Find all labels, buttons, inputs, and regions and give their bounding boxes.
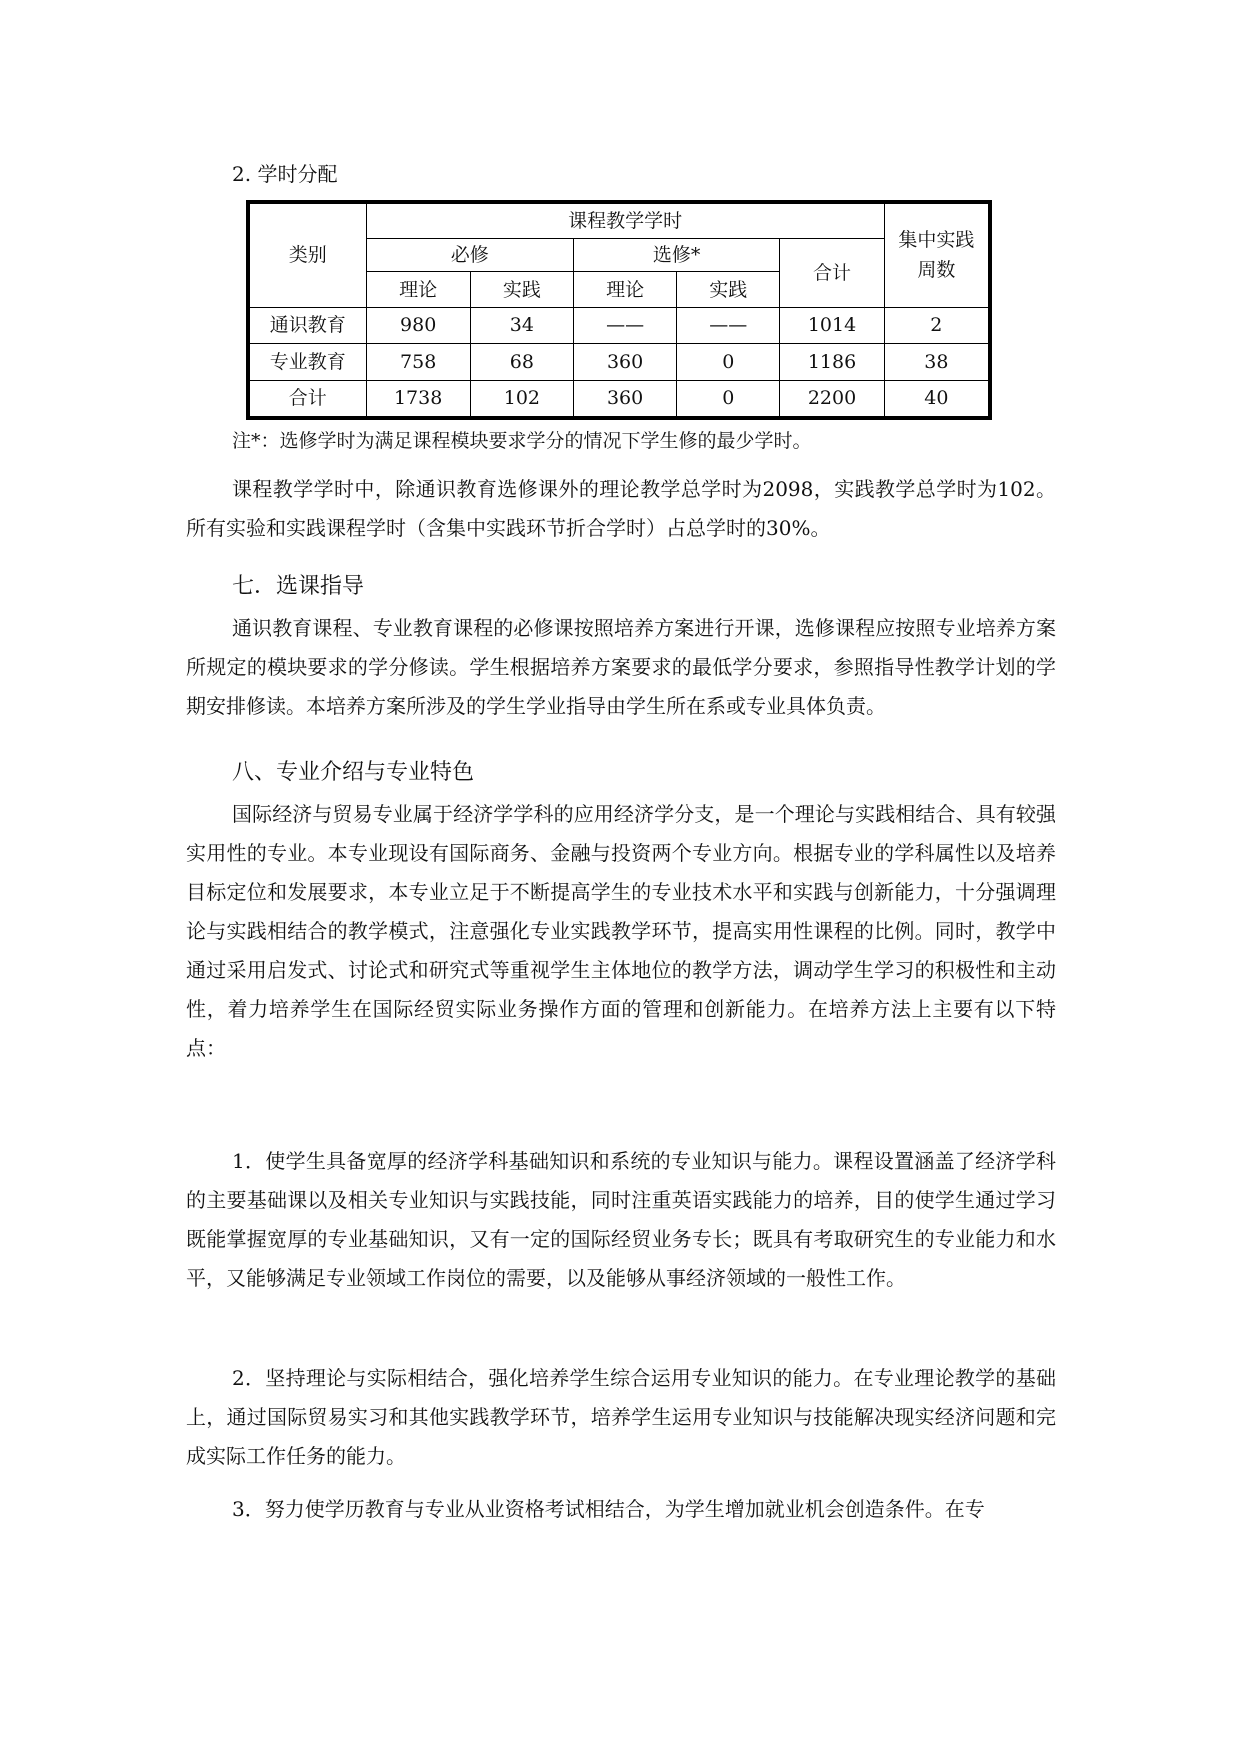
row-category: 通识教育 (250, 307, 367, 343)
hours-table (249, 203, 989, 417)
major-intro-paragraph: 国际经济与贸易专业属于经济学学科的应用经济学分支，是一个理论与实践相结合、具有较强实用性的专业。本专业现设有国际商务、金融与投资两个专业方向。根据专业的学科属性以及培养目标定位和发展要求，本专业立足于不断提高学生的专业技术水平和实践与创新能力，十分强调理论与实践相结合的教学模式，注意强化专业实践教学环节，提高实用性课程的比例。同时，教学中通过采用启发式、讨论式和研究式等重视学生主体地位的教学方法，调动学生学习的积极性和主动性，着力培养学生在国际经贸实际业务操作方面的管理和创新能力。在培养方法上主要有以下特点： (186, 802, 1056, 1060)
table-header-row-1 (250, 204, 989, 239)
row-weeks: 2 (884, 307, 988, 343)
row-total: 1014 (780, 307, 884, 343)
row-elective-theory: 360 (573, 344, 676, 380)
header-elective-practice: 实践 (677, 272, 780, 307)
header-category: 类别 (250, 204, 367, 308)
table-row (250, 380, 989, 416)
row-required-practice: 102 (470, 380, 573, 416)
row-required-theory: 1738 (366, 380, 470, 416)
header-course-hours: 课程教学学时 (366, 204, 884, 239)
course-selection-paragraph: 通识教育课程、专业教育课程的必修课按照培养方案进行开课，选修课程应按照专业培养方案所规定的模块要求的学分修读。学生根据培养方案要求的最低学分要求，参照指导性教学计划的学期安排修读。本培养方案所涉及的学生学业指导由学生所在系或专业具体负责。 (186, 616, 1056, 718)
subsection-title: 2. 学时分配 (232, 162, 338, 186)
row-category: 专业教育 (250, 344, 367, 380)
feature-point-1: 1．使学生具备宽厚的经济学科基础知识和系统的专业知识与能力。课程设置涵盖了经济学科的主要基础课以及相关专业知识与实践技能，同时注重英语实践能力的培养，目的使学生通过学习既能掌握宽厚的专业基础知识，又有一定的国际经贸业务专长；既具有考取研究生的专业能力和水平，又能够满足专业领域工作岗位的需要，以及能够从事经济领域的一般性工作。 (186, 1149, 1056, 1290)
row-required-theory: 758 (366, 344, 470, 380)
row-weeks: 38 (884, 344, 988, 380)
section-heading-course-selection: 七．选课指导 (232, 574, 365, 599)
header-required-theory: 理论 (366, 272, 470, 307)
row-category: 合计 (250, 380, 367, 416)
hours-table-frame (246, 200, 992, 420)
header-practice-weeks-text: 集中实践周数 (898, 229, 975, 282)
table-note: 注*：选修学时为满足课程模块要求学分的情况下学生修的最少学时。 (232, 430, 812, 452)
table-row (250, 307, 989, 343)
row-elective-theory: —— (573, 307, 676, 343)
header-elective-theory: 理论 (573, 272, 676, 307)
hours-paragraph: 课程教学学时中，除通识教育选修课外的理论教学总学时为2098，实践教学总学时为102。所有实验和实践课程学时（含集中实践环节折合学时）占总学时的30%。 (186, 477, 1056, 540)
row-elective-theory: 360 (573, 380, 676, 416)
row-required-practice: 34 (470, 307, 573, 343)
row-elective-practice: 0 (677, 344, 780, 380)
row-total: 1186 (780, 344, 884, 380)
row-total: 2200 (780, 380, 884, 416)
table-row (250, 344, 989, 380)
row-required-practice: 68 (470, 344, 573, 380)
header-practice-weeks (884, 204, 988, 308)
row-required-theory: 980 (366, 307, 470, 343)
section-heading-major-intro: 八、专业介绍与专业特色 (232, 760, 475, 785)
header-required-practice: 实践 (470, 272, 573, 307)
header-required: 必修 (366, 239, 573, 272)
row-elective-practice: —— (677, 307, 780, 343)
row-elective-practice: 0 (677, 380, 780, 416)
header-elective: 选修* (573, 239, 779, 272)
row-weeks: 40 (884, 380, 988, 416)
feature-point-3: 3．努力使学历教育与专业从业资格考试相结合，为学生增加就业机会创造条件。在专 (232, 1497, 985, 1521)
header-total: 合计 (780, 239, 884, 307)
feature-point-2: 2．坚持理论与实际相结合，强化培养学生综合运用专业知识的能力。在专业理论教学的基础上，通过国际贸易实习和其他实践教学环节，培养学生运用专业知识与技能解决现实经济问题和完成实际工作任务的能力。 (186, 1366, 1056, 1468)
